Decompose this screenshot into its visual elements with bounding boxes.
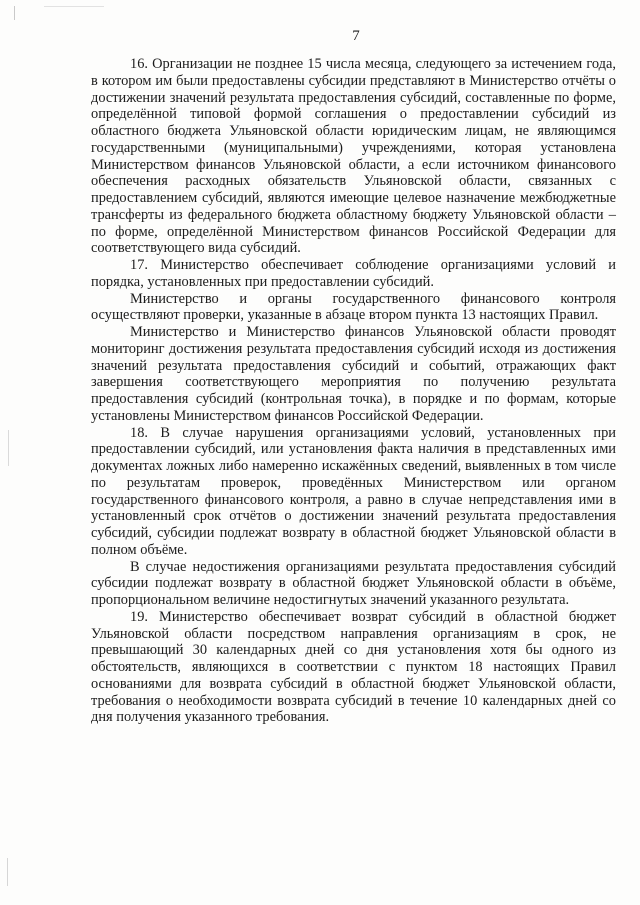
scan-edge-mark <box>7 858 8 886</box>
document-text <box>91 56 616 726</box>
paragraph-17: 17. Министерство обеспечивает соблюдение организациями условий и порядка, установленных при предоставлении субсидий. <box>91 257 616 290</box>
paragraph-18: 18. В случае нарушения организациями условий, установленных при предоставлении субсидий, или установления факта наличия в представленных ими документах ложных либо намеренно искажённых сведений, выявленных в том числе по результатам проверок, проведённых Министерством или органом государственного финансового контроля, а равно в случае непредставления ими в установленный срок отчётов о достижении значений результата предоставления субсидий, субсидии подлежат возврату в областной бюджет Ульяновской области в полном объёме. <box>91 424 616 558</box>
scan-edge-mark <box>14 6 15 20</box>
paragraph-19: 19. Министерство обеспечивает возврат субсидий в областной бюджет Ульяновской области посредством направления организациям в срок, не превышающий 30 календарных дней со дня установления хотя бы одного из обстоятельств, являющихся в соответствии с пунктом 18 настоящих Правил основаниями для возврата субсидий в областной бюджет Ульяновской области, требования о необходимости возврата субсидий в течение 10 календарных дней со дня получения указанного требования. <box>91 608 616 726</box>
paragraph-18-underachievement: В случае недостижения организациями результата предоставления субсидий субсидии подлежат возврату в областной бюджет Ульяновской области в объёме, пропорциональном величине недостигнутых значений указанного результата. <box>91 558 616 608</box>
scan-edge-mark <box>8 430 9 466</box>
paragraph-17-inspections: Министерство и органы государственного финансового контроля осуществляют проверки, указанные в абзаце втором пункта 13 настоящих Правил. <box>91 290 616 324</box>
scan-edge-mark <box>44 6 104 7</box>
paragraph-16: 16. Организации не позднее 15 числа месяца, следующего за истечением года, в котором им были предоставлены субсидии представляют в Министерство отчёты о достижении значений результата предоставления субсидий, составленные по форме, определённой типовой формой соглашения о предоставлении субсидий из областного бюджета Ульяновской области юридическим лицам, не являющимся государственными (муниципальными) учреждениями, которая установлена Министерством финансов Ульяновской области, а если источником финансового обеспечения расходных обязательств Ульяновской области, связанных с предоставлением субсидий, являются имеющие целевое назначение межбюджетные трансферты из федерального бюджета областному бюджету Ульяновской области – по форме, определённой Министерством финансов Российской Федерации для соответствующего вида субсидий. <box>91 56 616 257</box>
page-number: 7 <box>352 28 360 44</box>
paragraph-17-monitoring: Министерство и Министерство финансов Ульяновской области проводят мониторинг достижения результата предоставления субсидий исходя из достижения значений результата предоставления субсидий и событий, отражающих факт завершения соответствующего мероприятия по получению результата предоставления субсидий (контрольная точка), в порядке и по формам, которые установлены Министерством финансов Российской Федерации. <box>91 324 616 424</box>
